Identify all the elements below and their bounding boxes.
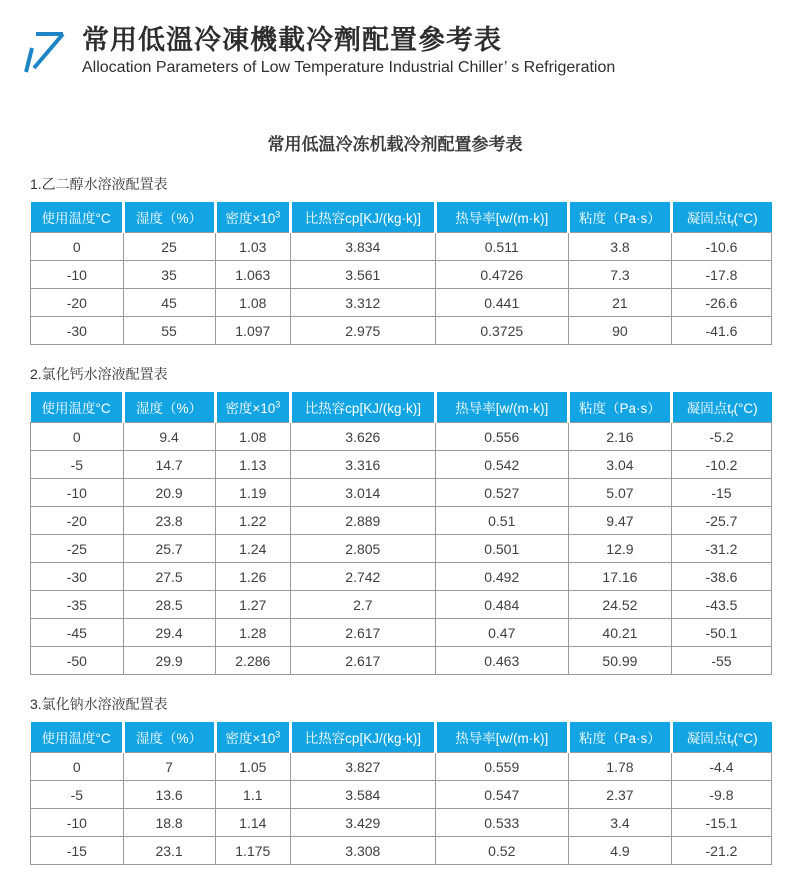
table-cell: 0.556 xyxy=(435,423,568,451)
table-cell: 0 xyxy=(31,753,124,781)
table-cell: 35 xyxy=(123,261,215,289)
ethylene-glycol-table xyxy=(30,202,772,345)
table-cell: 24.52 xyxy=(568,591,671,619)
table-cell: 2.7 xyxy=(291,591,435,619)
header-row xyxy=(31,392,772,423)
table-cell: 1.28 xyxy=(215,619,291,647)
table-cell: 0.533 xyxy=(435,809,568,837)
table-cell: 40.21 xyxy=(568,619,671,647)
column-header: 湿度（%） xyxy=(123,202,215,233)
table-cell: 0.51 xyxy=(435,507,568,535)
table-cell: -26.6 xyxy=(671,289,771,317)
table-cell: 0.463 xyxy=(435,647,568,675)
column-header: 比热容cp[KJ/(kg·k)] xyxy=(291,722,435,753)
table-cell: 2.617 xyxy=(291,647,435,675)
table-cell: 3.308 xyxy=(291,837,435,865)
table-row xyxy=(31,535,772,563)
table-cell: -15 xyxy=(671,479,771,507)
table-cell: 7 xyxy=(123,753,215,781)
table-cell: 1.13 xyxy=(215,451,291,479)
table-cell: 1.05 xyxy=(215,753,291,781)
table-cell: 25.7 xyxy=(123,535,215,563)
column-header: 密度$\times 10^3$ xyxy=(215,392,291,423)
table-row xyxy=(31,809,772,837)
table-row xyxy=(31,647,772,675)
table-cell: 3.316 xyxy=(291,451,435,479)
table-cell: 3.584 xyxy=(291,781,435,809)
table-cell: 0.47 xyxy=(435,619,568,647)
table-cell: 2.617 xyxy=(291,619,435,647)
table-cell: 50.99 xyxy=(568,647,671,675)
table-cell: -41.6 xyxy=(671,317,771,345)
column-header: 凝固点$t_f(^\circ C)$ xyxy=(671,722,771,753)
table-cell: 1.14 xyxy=(215,809,291,837)
table-cell: 0.484 xyxy=(435,591,568,619)
table-cell: 3.312 xyxy=(291,289,435,317)
table-cell: 0.547 xyxy=(435,781,568,809)
table-cell: 55 xyxy=(123,317,215,345)
column-header: 密度$\times 10^3$ xyxy=(215,202,291,233)
table-cell: -25 xyxy=(31,535,124,563)
table-cell: 2.742 xyxy=(291,563,435,591)
table-cell: -4.4 xyxy=(671,753,771,781)
section-label: 3.氯化钠水溶液配置表 xyxy=(30,696,168,712)
table-cell: -15.1 xyxy=(671,809,771,837)
table-cell: 3.8 xyxy=(568,233,671,261)
table-cell: -30 xyxy=(31,563,124,591)
header-row xyxy=(31,202,772,233)
table-row xyxy=(31,837,772,865)
table-row xyxy=(31,619,772,647)
table-cell: -25.7 xyxy=(671,507,771,535)
table-cell: 90 xyxy=(568,317,671,345)
table-cell: 3.561 xyxy=(291,261,435,289)
page-header xyxy=(0,0,790,79)
table-cell: -10 xyxy=(31,261,124,289)
header-row xyxy=(31,722,772,753)
table-row xyxy=(31,563,772,591)
table-cell: 1.24 xyxy=(215,535,291,563)
table-row xyxy=(31,317,772,345)
section-calcium-chloride xyxy=(30,366,772,675)
table-cell: 2.16 xyxy=(568,423,671,451)
table-cell: 25 xyxy=(123,233,215,261)
table-cell: 0.527 xyxy=(435,479,568,507)
table-row xyxy=(31,233,772,261)
table-cell: 9.4 xyxy=(123,423,215,451)
table-cell: 23.1 xyxy=(123,837,215,865)
table-cell: 45 xyxy=(123,289,215,317)
table-cell: 1.063 xyxy=(215,261,291,289)
table-cell: 3.429 xyxy=(291,809,435,837)
table-cell: 0.3725 xyxy=(435,317,568,345)
table-cell: 3.4 xyxy=(568,809,671,837)
table-cell: 28.5 xyxy=(123,591,215,619)
column-header: 凝固点$t_f(^\circ C)$ xyxy=(671,202,771,233)
column-header: 热导率[w/(m·k)] xyxy=(435,202,568,233)
table-row xyxy=(31,591,772,619)
page-title: 常用低溫冷凍機載冷劑配置參考表 xyxy=(82,25,502,55)
table-cell: 3.827 xyxy=(291,753,435,781)
table-cell: 20.9 xyxy=(123,479,215,507)
table-cell: 2.975 xyxy=(291,317,435,345)
table-row xyxy=(31,289,772,317)
table-cell: 29.9 xyxy=(123,647,215,675)
table-row xyxy=(31,423,772,451)
column-header: 粘度（Pa·s） xyxy=(568,392,671,423)
table-cell: 0.52 xyxy=(435,837,568,865)
section-label: 1.乙二醇水溶液配置表 xyxy=(30,176,168,192)
table-cell: 1.03 xyxy=(215,233,291,261)
section-label: 2.氯化钙水溶液配置表 xyxy=(30,366,168,382)
calcium-chloride-table xyxy=(30,392,772,675)
column-header: 使用温度°C xyxy=(31,722,124,753)
table-cell: -5 xyxy=(31,781,124,809)
table-cell: -55 xyxy=(671,647,771,675)
section-ethylene-glycol xyxy=(30,176,772,345)
table-cell: 0.4726 xyxy=(435,261,568,289)
sodium-chloride-table xyxy=(30,722,772,865)
table-cell: 13.6 xyxy=(123,781,215,809)
table-cell: 2.805 xyxy=(291,535,435,563)
table-cell: 0.501 xyxy=(435,535,568,563)
table-cell: 3.626 xyxy=(291,423,435,451)
table-cell: 1.78 xyxy=(568,753,671,781)
table-cell: 3.04 xyxy=(568,451,671,479)
table-cell: 9.47 xyxy=(568,507,671,535)
table-cell: 0 xyxy=(31,233,124,261)
table-row xyxy=(31,261,772,289)
table-cell: 1.27 xyxy=(215,591,291,619)
table-cell: 1.175 xyxy=(215,837,291,865)
table-cell: 23.8 xyxy=(123,507,215,535)
table-row xyxy=(31,753,772,781)
table-cell: -20 xyxy=(31,289,124,317)
column-header: 比热容cp[KJ/(kg·k)] xyxy=(291,392,435,423)
column-header: 粘度（Pa·s） xyxy=(568,202,671,233)
table-cell: -30 xyxy=(31,317,124,345)
column-header: 使用温度°C xyxy=(31,392,124,423)
column-header: 湿度（%） xyxy=(123,722,215,753)
column-header: 热导率[w/(m·k)] xyxy=(435,722,568,753)
table-cell: 3.834 xyxy=(291,233,435,261)
arrow-up-right-logo-icon xyxy=(22,24,68,76)
table-cell: 1.097 xyxy=(215,317,291,345)
table-cell: -15 xyxy=(31,837,124,865)
table-cell: -45 xyxy=(31,619,124,647)
table-cell: 17.16 xyxy=(568,563,671,591)
table-cell: 1.22 xyxy=(215,507,291,535)
table-cell: 18.8 xyxy=(123,809,215,837)
title-block xyxy=(82,24,615,79)
table-cell: 2.889 xyxy=(291,507,435,535)
table-cell: -5 xyxy=(31,451,124,479)
table-cell: -21.2 xyxy=(671,837,771,865)
document-title: 常用低温冷冻机载冷剂配置参考表 xyxy=(267,135,523,154)
table-cell: -50.1 xyxy=(671,619,771,647)
table-cell: -10.2 xyxy=(671,451,771,479)
table-cell: 5.07 xyxy=(568,479,671,507)
table-cell: 2.286 xyxy=(215,647,291,675)
table-cell: 1.08 xyxy=(215,423,291,451)
column-header: 凝固点$t_f(^\circ C)$ xyxy=(671,392,771,423)
table-cell: 1.08 xyxy=(215,289,291,317)
column-header: 湿度（%） xyxy=(123,392,215,423)
table-cell: 14.7 xyxy=(123,451,215,479)
table-cell: -50 xyxy=(31,647,124,675)
table-cell: -10 xyxy=(31,479,124,507)
table-row xyxy=(31,451,772,479)
table-cell: 21 xyxy=(568,289,671,317)
column-header: 粘度（Pa·s） xyxy=(568,722,671,753)
table-cell: 0.542 xyxy=(435,451,568,479)
column-header: 热导率[w/(m·k)] xyxy=(435,392,568,423)
table-cell: 1.19 xyxy=(215,479,291,507)
table-cell: 4.9 xyxy=(568,837,671,865)
column-header: 比热容cp[KJ/(kg·k)] xyxy=(291,202,435,233)
table-cell: 7.3 xyxy=(568,261,671,289)
table-cell: 0 xyxy=(31,423,124,451)
table-cell: 29.4 xyxy=(123,619,215,647)
table-cell: 3.014 xyxy=(291,479,435,507)
table-cell: -9.8 xyxy=(671,781,771,809)
table-cell: 0.492 xyxy=(435,563,568,591)
table-cell: 2.37 xyxy=(568,781,671,809)
table-cell: -17.8 xyxy=(671,261,771,289)
table-row xyxy=(31,781,772,809)
column-header: 密度$\times 10^3$ xyxy=(215,722,291,753)
table-cell: -5.2 xyxy=(671,423,771,451)
table-cell: 0.559 xyxy=(435,753,568,781)
table-cell: -38.6 xyxy=(671,563,771,591)
table-row xyxy=(31,479,772,507)
table-cell: 1.1 xyxy=(215,781,291,809)
table-cell: -20 xyxy=(31,507,124,535)
table-cell: 12.9 xyxy=(568,535,671,563)
column-header: 使用温度°C xyxy=(31,202,124,233)
table-cell: -35 xyxy=(31,591,124,619)
table-cell: 27.5 xyxy=(123,563,215,591)
table-cell: 0.441 xyxy=(435,289,568,317)
table-row xyxy=(31,507,772,535)
table-cell: 0.511 xyxy=(435,233,568,261)
page-subtitle: Allocation Parameters of Low Temperature Industrial Chiller’ s Refrigeration xyxy=(82,59,616,76)
table-cell: 1.26 xyxy=(215,563,291,591)
table-cell: -10.6 xyxy=(671,233,771,261)
table-cell: -31.2 xyxy=(671,535,771,563)
table-cell: -10 xyxy=(31,809,124,837)
section-sodium-chloride xyxy=(30,696,772,865)
table-cell: -43.5 xyxy=(671,591,771,619)
